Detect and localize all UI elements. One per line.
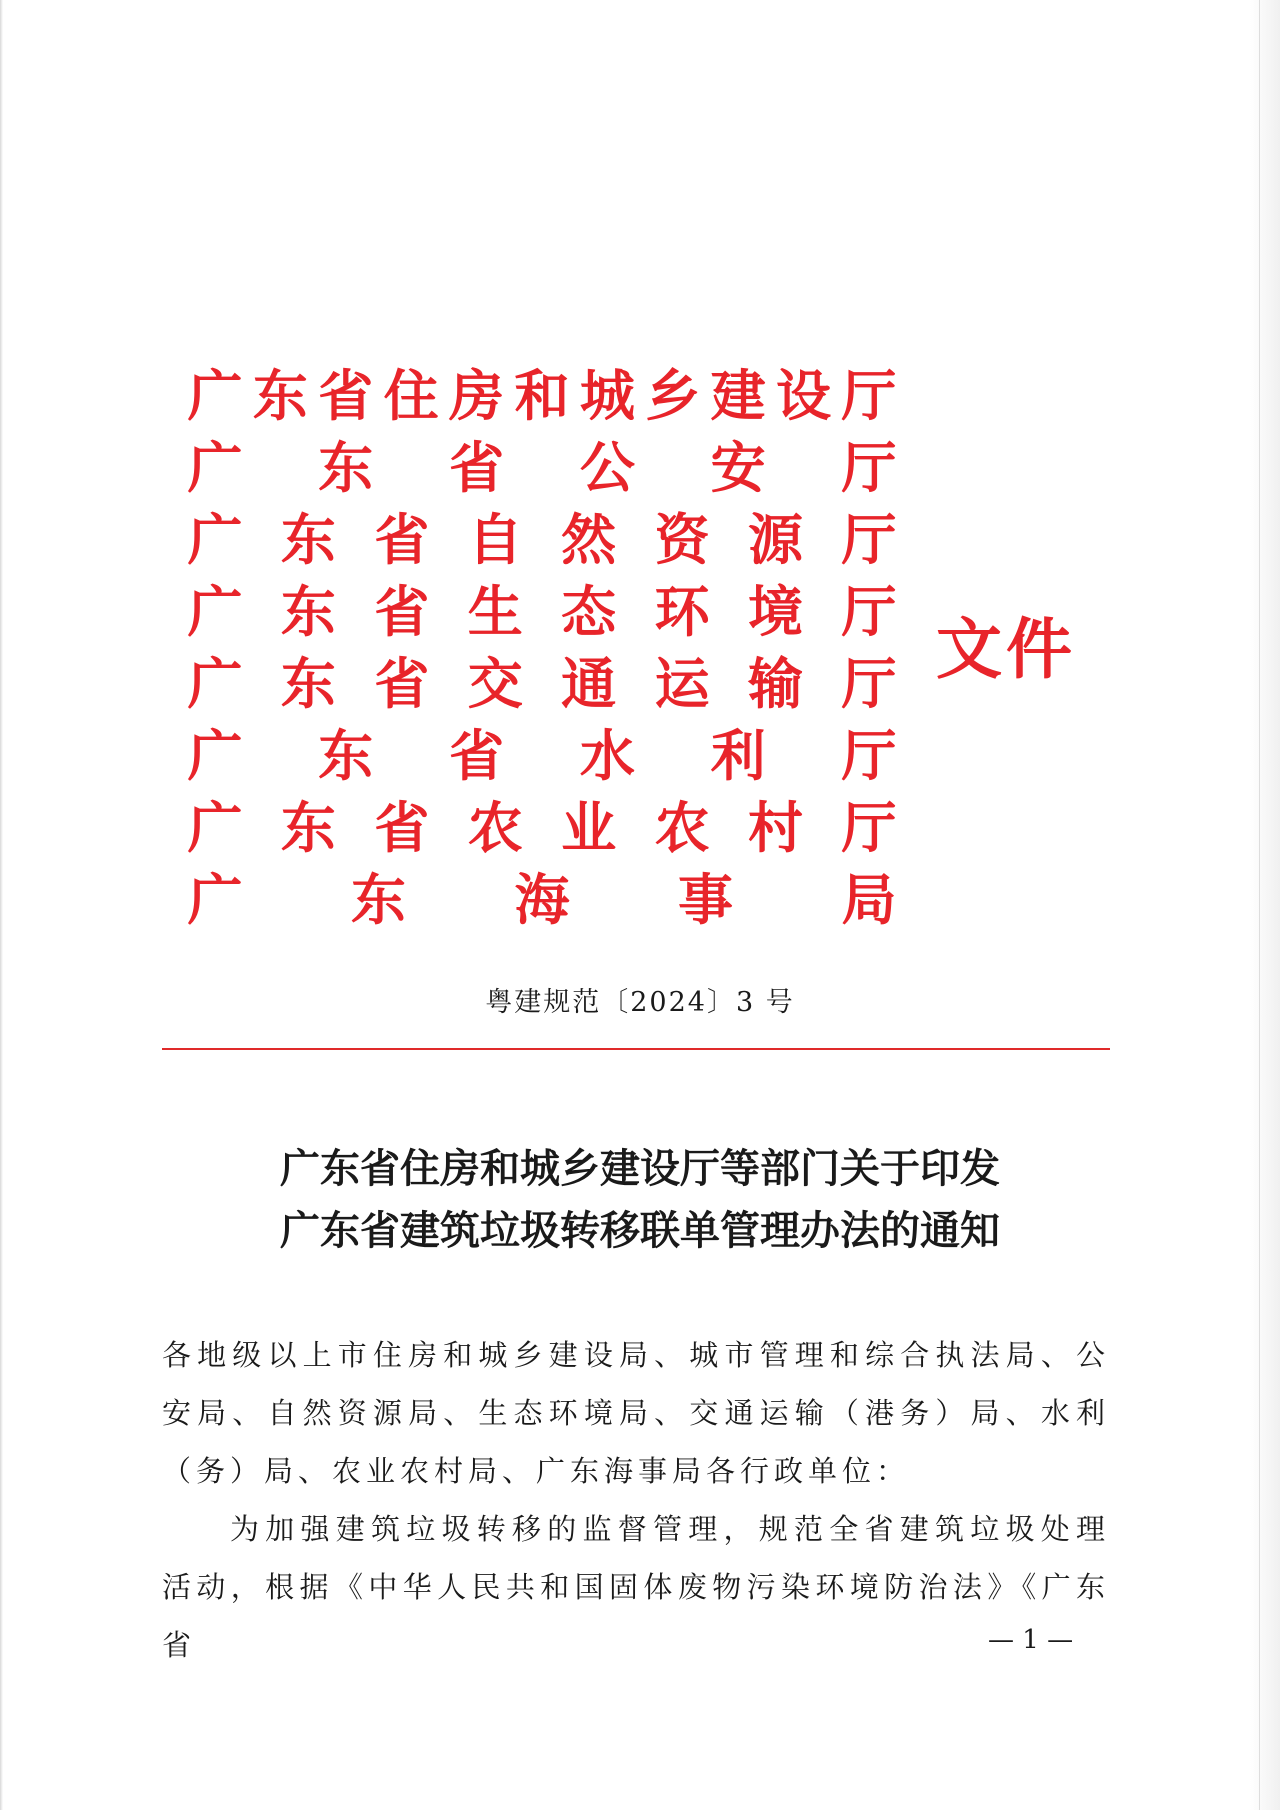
issuer-line bbox=[186, 864, 898, 936]
issuer-character: 东 bbox=[280, 507, 336, 572]
issuer-character: 省 bbox=[374, 795, 430, 860]
issuer-character: 厅 bbox=[841, 723, 897, 788]
document-suffix: 文件 bbox=[936, 610, 1076, 688]
issuer-character: 广 bbox=[187, 363, 243, 428]
document-number: 粤建规范〔2024〕3 号 bbox=[485, 987, 795, 1018]
issuer-character: 态 bbox=[561, 579, 617, 644]
issuer-character: 省 bbox=[449, 435, 505, 500]
issuer-character: 乡 bbox=[645, 363, 701, 428]
issuer-line bbox=[186, 648, 898, 720]
issuer-character: 广 bbox=[187, 507, 243, 572]
issuer-character: 运 bbox=[654, 651, 710, 716]
issuer-character: 省 bbox=[374, 579, 430, 644]
issuer-character: 东 bbox=[318, 723, 374, 788]
issuer-character: 东 bbox=[280, 795, 336, 860]
issuer-character: 省 bbox=[374, 507, 430, 572]
issuer-character: 住 bbox=[383, 363, 439, 428]
issuer-character: 安 bbox=[710, 435, 766, 500]
issuer-character: 海 bbox=[514, 867, 570, 932]
red-separator-line bbox=[162, 1048, 1110, 1050]
issuer-line bbox=[186, 720, 898, 792]
issuer-character: 省 bbox=[449, 723, 505, 788]
issuer-character: 然 bbox=[561, 507, 617, 572]
issuer-character: 和 bbox=[514, 363, 570, 428]
issuer-character: 输 bbox=[748, 651, 804, 716]
issuer-character: 自 bbox=[467, 507, 523, 572]
issuer-character: 东 bbox=[318, 435, 374, 500]
page-edge-right bbox=[1250, 0, 1280, 1810]
issuer-character: 厅 bbox=[841, 651, 897, 716]
issuer-character: 交 bbox=[467, 651, 523, 716]
issuer-character: 省 bbox=[318, 363, 374, 428]
issuer-character: 厅 bbox=[841, 363, 897, 428]
issuer-character: 广 bbox=[187, 723, 243, 788]
issuer-line bbox=[186, 432, 898, 504]
issuer-character: 东 bbox=[280, 579, 336, 644]
issuing-authorities bbox=[186, 360, 898, 936]
issuer-character: 城 bbox=[579, 363, 635, 428]
issuer-line bbox=[186, 792, 898, 864]
title-line-1: 广东省住房和城乡建设厅等部门关于印发 bbox=[280, 1145, 1000, 1192]
issuer-character: 环 bbox=[654, 579, 710, 644]
page-number: — 1 — bbox=[988, 1625, 1074, 1655]
issuer-character: 事 bbox=[677, 867, 733, 932]
issuer-character: 农 bbox=[467, 795, 523, 860]
issuer-character: 局 bbox=[841, 867, 897, 932]
page-edge-left bbox=[0, 0, 3, 1810]
recipients-paragraph: 各地级以上市住房和城乡建设局、城市管理和综合执法局、公安局、自然资源局、生态环境局、交通运输（港务）局、水利（务）局、农业农村局、广东海事局各行政单位： bbox=[162, 1338, 1110, 1488]
issuer-character: 村 bbox=[748, 795, 804, 860]
body-paragraph: 为加强建筑垃圾转移的监督管理，规范全省建筑垃圾处理活动，根据《中华人民共和国固体废物污染环境防治法》《广东省 bbox=[162, 1512, 1110, 1662]
issuer-character: 广 bbox=[187, 795, 243, 860]
issuer-line bbox=[186, 576, 898, 648]
issuer-character: 房 bbox=[449, 363, 505, 428]
issuer-character: 厅 bbox=[841, 507, 897, 572]
issuer-character: 省 bbox=[374, 651, 430, 716]
issuer-character: 利 bbox=[710, 723, 766, 788]
issuer-character: 东 bbox=[350, 867, 406, 932]
issuer-character: 通 bbox=[561, 651, 617, 716]
issuer-character: 设 bbox=[776, 363, 832, 428]
issuer-character: 厅 bbox=[841, 795, 897, 860]
issuer-line bbox=[186, 360, 898, 432]
issuer-character: 源 bbox=[748, 507, 804, 572]
document-body bbox=[162, 1326, 1110, 1674]
issuer-character: 广 bbox=[187, 867, 243, 932]
issuer-character: 水 bbox=[579, 723, 635, 788]
issuer-character: 境 bbox=[748, 579, 804, 644]
issuer-character: 东 bbox=[252, 363, 308, 428]
issuer-character: 厅 bbox=[841, 579, 897, 644]
issuer-character: 厅 bbox=[841, 435, 897, 500]
issuer-line bbox=[186, 504, 898, 576]
issuer-character: 广 bbox=[187, 651, 243, 716]
issuer-character: 生 bbox=[467, 579, 523, 644]
title-line-2: 广东省建筑垃圾转移联单管理办法的通知 bbox=[280, 1207, 1000, 1254]
issuer-character: 广 bbox=[187, 435, 243, 500]
issuer-character: 东 bbox=[280, 651, 336, 716]
issuer-character: 资 bbox=[654, 507, 710, 572]
issuer-character: 广 bbox=[187, 579, 243, 644]
document-title bbox=[0, 1138, 1280, 1262]
issuer-character: 业 bbox=[561, 795, 617, 860]
issuer-character: 公 bbox=[579, 435, 635, 500]
issuer-character: 建 bbox=[710, 363, 766, 428]
issuer-character: 农 bbox=[654, 795, 710, 860]
